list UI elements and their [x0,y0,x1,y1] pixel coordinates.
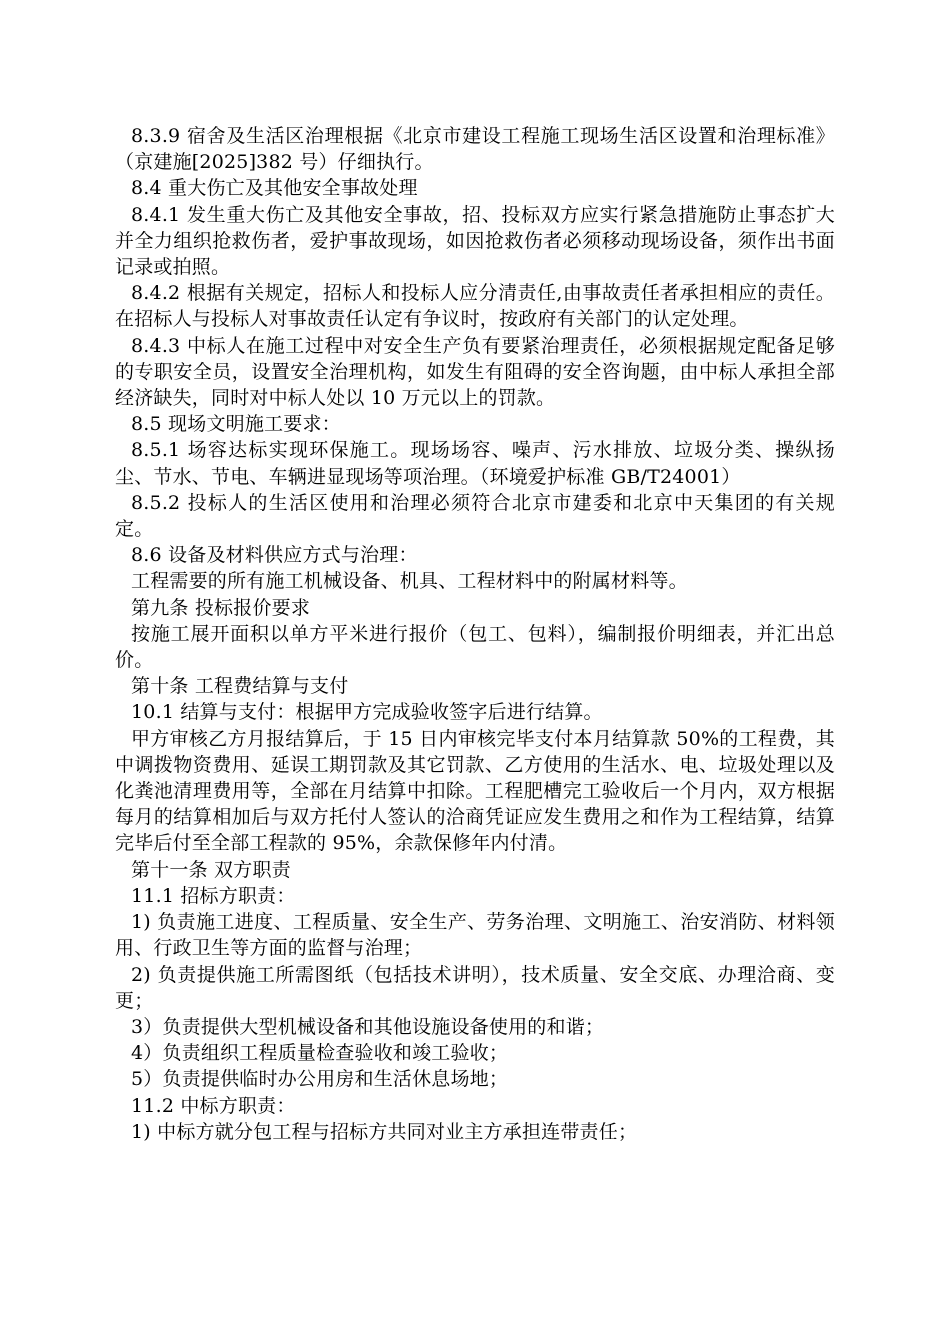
paragraph-8-5-1: 8.5.1 场容达标实现环保施工。现场场容、噪声、污水排放、垃圾分类、操纵扬尘、节水、节电、车辆进显现场等项治理。（环境爱护标准 GB/T24001） [115,439,835,488]
list-item-11-1-4: 4）负责组织工程质量检查验收和竣工验收； [131,1042,509,1065]
list-item-11-1-1: 1) 负责施工进度、工程质量、安全生产、劳务治理、文明施工、治安消防、材料领用、行政卫生等方面的监督与治理； [115,911,835,960]
heading-8-4: 8.4 重大伤亡及其他安全事故处理 [131,177,418,200]
paragraph-8-5-2: 8.5.2 投标人的生活区使用和治理必须符合北京市建委和北京中天集团的有关规定。 [115,491,835,541]
heading-11-1: 11.1 招标方职责： [131,884,296,907]
document-page [115,123,835,1145]
heading-11-2: 11.2 中标方职责： [131,1094,296,1117]
list-item-11-1-3: 3）负责提供大型机械设备和其他设施设备使用的和谐； [131,1015,605,1038]
heading-article-9: 第九条 投标报价要求 [131,596,311,619]
list-item-11-2-1: 1) 中标方就分包工程与招标方共同对业主方承担连带责任； [131,1120,638,1143]
paragraph-10-1-body: 甲方审核乙方月报结算后，于 15 日内审核完毕支付本月结算款 50%的工程费，其中调拨物资费用、延误工期罚款及其它罚款、乙方使用的生活水、电、垃圾处理以及化粪池清理费用等，全部在月结算中扣除。工程肥槽完工验收后一个月内，双方根据每月的结算相加后与双方托付人签认的洽商凭证应发生费用之和作为工程结算，结算完毕后付至全部工程款的 95%，余款保修年内付清。 [115,727,835,855]
heading-article-11: 第十一条 双方职责 [131,858,291,881]
paragraph-10-1: 10.1 结算与支付：根据甲方完成验收签字后进行结算。 [131,701,603,724]
paragraph-article-9-body: 按施工展开面积以单方平米进行报价（包工、包料），编制报价明细表，并汇出总价。 [115,622,835,672]
heading-8-5: 8.5 现场文明施工要求： [131,413,341,436]
heading-article-10: 第十条 工程费结算与支付 [131,675,349,698]
list-item-11-1-2: 2) 负责提供施工所需图纸（包括技术讲明），技术质量、安全交底、办理洽商、变更； [115,963,835,1012]
paragraph-8-4-1: 8.4.1 发生重大伤亡及其他安全事故，招、投标双方应实行紧急措施防止事态扩大并全力组织抢救伤者，爱护事故现场，如因抢救伤者必须移动现场设备，须作出书面记录或拍照。 [115,203,835,279]
heading-8-6: 8.6 设备及材料供应方式与治理： [131,544,418,567]
paragraph-8-4-2: 8.4.2 根据有关规定，招标人和投标人应分清责任,由事故责任者承担相应的责任。在招标人与投标人对事故责任认定有争议时，按政府有关部门的认定处理。 [115,282,835,331]
paragraph-8-4-3: 8.4.3 中标人在施工过程中对安全生产负有要紧治理责任，必须根据规定配备足够的专职安全员，设置安全治理机构，如发生有阻碍的安全咨询题，由中标人承担全部经济缺失，同时对中标人处以 10 万元以上的罚款。 [115,334,835,410]
paragraph-8-3-9: 8.3.9 宿舍及生活区治理根据《北京市建设工程施工现场生活区设置和治理标准》（京建施[2025]382 号）仔细执行。 [115,125,835,174]
list-item-11-1-5: 5）负责提供临时办公用房和生活休息场地； [131,1068,509,1091]
paragraph-8-6-body: 工程需要的所有施工机械设备、机具、工程材料中的附属材料等。 [131,570,688,593]
